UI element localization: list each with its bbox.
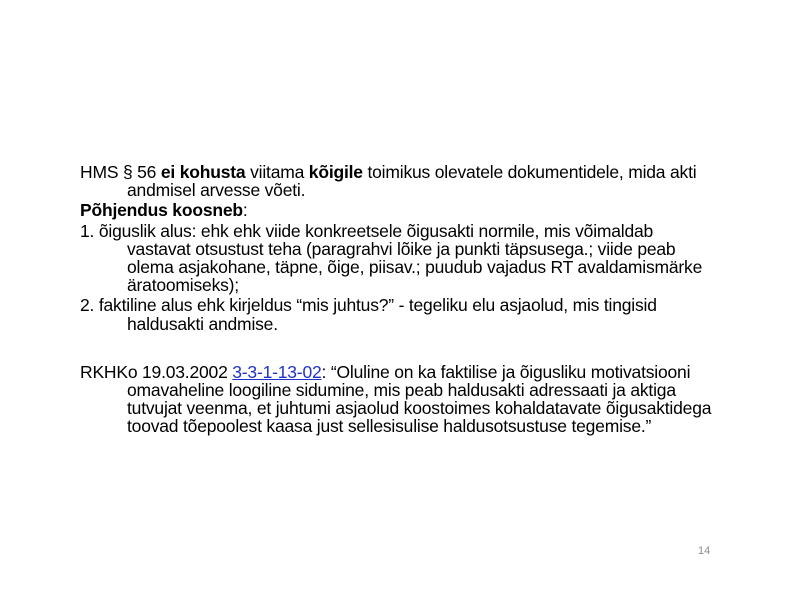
spacer (80, 335, 720, 363)
text-segment: viitama (245, 162, 309, 182)
paragraph-faktiline-alus (80, 296, 720, 332)
text-segment: : “Oluline on ka faktilise ja õigusliku motivatsiooni omavaheline loogiline sidumine, mis peab haldusakti adressaati ja aktiga tutvujat veenma, et juhtumi asjaolud koostoimes kohaldatavate õigusaktidega toovad tõepoolest kaasa just sellesisulise haldusotsustuse tegemise.” (127, 361, 712, 437)
emphasis-koigile: kõigile (308, 162, 363, 182)
text-segment: HMS § 56 (80, 162, 161, 182)
text-segment: RKHKo 19.03.2002 (80, 361, 233, 382)
emphasis-pohjendus-koosneb: Põhjendus koosneb (80, 200, 243, 221)
page-number: 14 (698, 545, 711, 557)
case-number-link[interactable]: 3-3-1-13-02 (232, 361, 322, 382)
text-segment: 2. faktiline alus ehk kirjeldus “mis juhtus?” - tegeliku elu asjaolud, mis tingisid haldusakti andmise. (80, 295, 657, 334)
paragraph-rkhko-quote (80, 363, 720, 436)
emphasis-ei-kohusta: ei kohusta (160, 162, 246, 182)
paragraph-hms-56 (80, 163, 720, 199)
slide-body (80, 163, 720, 438)
text-segment: toimikus olevatele dokumentidele, mida akti andmisel arvesse võeti. (127, 162, 697, 201)
paragraph-pohjendus-heading (80, 201, 720, 219)
text-segment: : (242, 200, 248, 221)
text-segment: 1. õiguslik alus: ehk ehk viide konkreetsele õigusakti normile, mis võimaldab vastavat otsustust teha (paragrahvi lõike ja punkti täpsusega.; viide peab olema asjakohane, täpne, õige, piisav.; puudub vajadus RT avaldamismärke äratoomiseks); (80, 220, 703, 296)
paragraph-oiguslik-alus (80, 222, 720, 295)
